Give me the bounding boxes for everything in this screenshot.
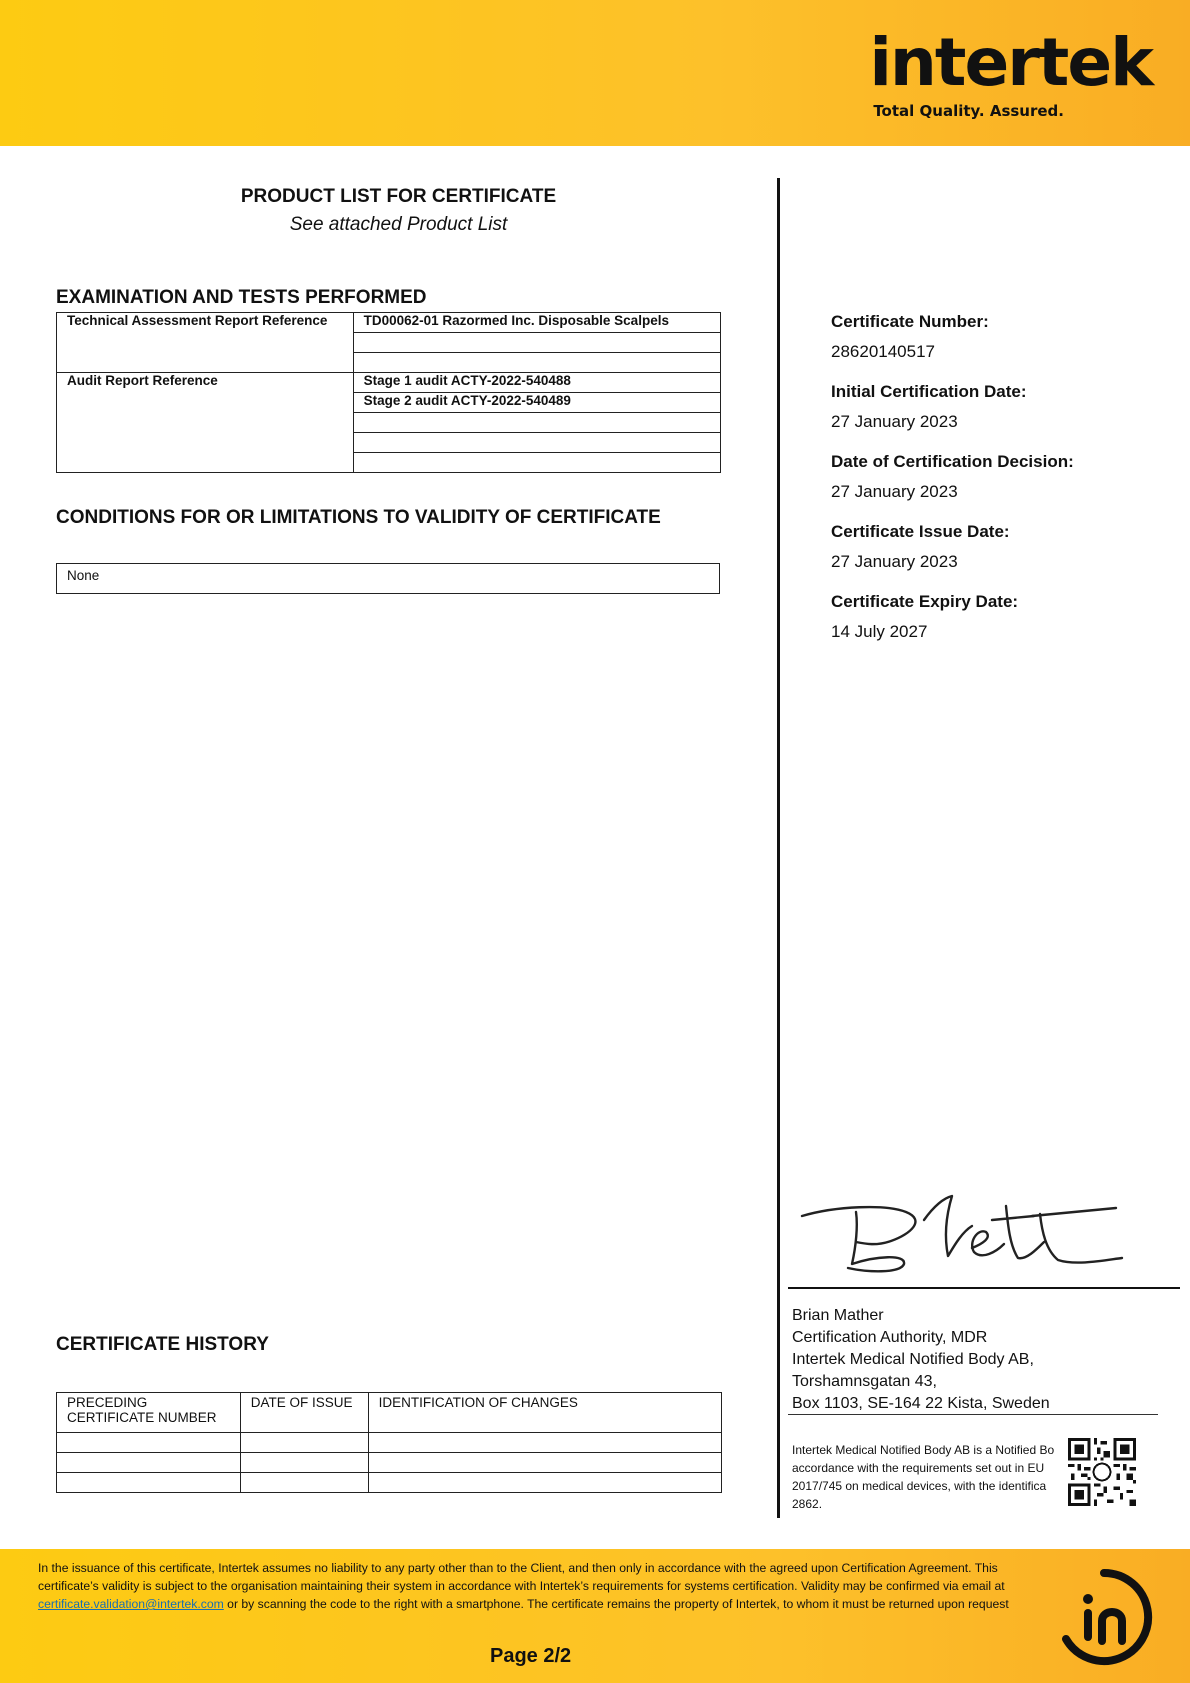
- issue-date-label: Certificate Issue Date:: [831, 522, 1010, 541]
- audit-report-label: Audit Report Reference: [57, 373, 354, 473]
- conditions-box: None: [56, 563, 720, 594]
- initial-date-label: Initial Certification Date:: [831, 382, 1027, 401]
- tech-report-value: [353, 333, 720, 353]
- history-col-date-of-issue: DATE OF ISSUE: [240, 1393, 368, 1433]
- tech-report-value: TD00062-01 Razormed Inc. Disposable Scalpels: [353, 313, 720, 333]
- page-number: Page 2/2: [490, 1645, 572, 1667]
- conditions-heading: CONDITIONS FOR OR LIMITATIONS TO VALIDITY OF CERTIFICATE: [56, 507, 661, 528]
- initial-date: 27 January 2023: [831, 412, 958, 431]
- history-col-changes: IDENTIFICATION OF CHANGES: [368, 1393, 721, 1433]
- history-table: [56, 1392, 722, 1493]
- audit-report-value: [353, 433, 720, 453]
- logo-tagline: Total Quality. Assured.: [873, 102, 1064, 120]
- exam-table: [56, 312, 721, 473]
- product-list-subtitle: See attached Product List: [289, 214, 508, 235]
- tech-report-value: [353, 353, 720, 373]
- expiry-date-label: Certificate Expiry Date:: [831, 592, 1019, 611]
- table-row: [57, 1473, 722, 1493]
- signatory-street: Torshamnsgatan 43,: [792, 1373, 937, 1390]
- decision-date: 27 January 2023: [831, 482, 958, 501]
- signatory-name: Brian Mather: [792, 1307, 884, 1324]
- signatory-role: Certification Authority, MDR: [792, 1329, 988, 1346]
- header-banner: [0, 0, 1190, 146]
- history-heading: CERTIFICATE HISTORY: [56, 1334, 269, 1355]
- intertek-round-logo-icon: [1052, 1565, 1156, 1669]
- signatory-org: Intertek Medical Notified Body AB,: [792, 1351, 1034, 1368]
- signature-image: [796, 1186, 1126, 1276]
- tech-report-label: Technical Assessment Report Reference: [57, 313, 354, 373]
- table-row: [57, 1433, 722, 1453]
- notified-body-text: Intertek Medical Notified Body AB is a Notified Bo accordance with the requirements set out in EU 2017/745 on medical devices, with the identifica 2862.: [792, 1443, 1055, 1511]
- product-list-title: PRODUCT LIST FOR CERTIFICATE: [240, 186, 557, 207]
- signatory-underline: [788, 1414, 1158, 1415]
- audit-report-value: [353, 413, 720, 433]
- column-divider: [777, 178, 780, 1518]
- signatory-box: Box 1103, SE-164 22 Kista, Sweden: [792, 1395, 1050, 1412]
- footer-text-start: In the issuance of this certificate, Intertek assumes no liability to any party other than to the Client, and then only in accordance with the agreed upon Certification Agreement. This certificate’s validity is subject to the organisation maintaining their system in accordance with Intertek’s requirements for systems certification. Validity may be confirmed via email at: [38, 1561, 1005, 1593]
- audit-report-value: Stage 1 audit ACTY-2022-540488: [353, 373, 720, 393]
- certificate-number: 28620140517: [831, 342, 936, 361]
- logo-wordmark: intertek: [869, 24, 1152, 101]
- exam-heading: EXAMINATION AND TESTS PERFORMED: [56, 287, 427, 308]
- table-row: [57, 1453, 722, 1473]
- decision-date-label: Date of Certification Decision:: [831, 452, 1074, 471]
- certificate-number-label: Certificate Number:: [831, 312, 989, 331]
- signatory-block: [792, 1305, 1050, 1415]
- signature-line: [788, 1287, 1180, 1289]
- issue-date: 27 January 2023: [831, 552, 958, 571]
- expiry-date: 14 July 2027: [831, 622, 928, 641]
- footer-disclaimer: [38, 1559, 1038, 1613]
- history-col-certificate-number: PRECEDING CERTIFICATE NUMBER: [57, 1393, 241, 1433]
- audit-report-value: [353, 453, 720, 473]
- qr-code-icon: [1068, 1438, 1136, 1506]
- footer-text-end: or by scanning the code to the right with a smartphone. The certificate remains the property of Intertek, to whom it must be returned upon request: [223, 1597, 1009, 1611]
- audit-report-value: Stage 2 audit ACTY-2022-540489: [353, 393, 720, 413]
- intertek-logo: [869, 24, 1152, 120]
- validation-email-link[interactable]: certificate.validation@intertek.com: [38, 1597, 224, 1611]
